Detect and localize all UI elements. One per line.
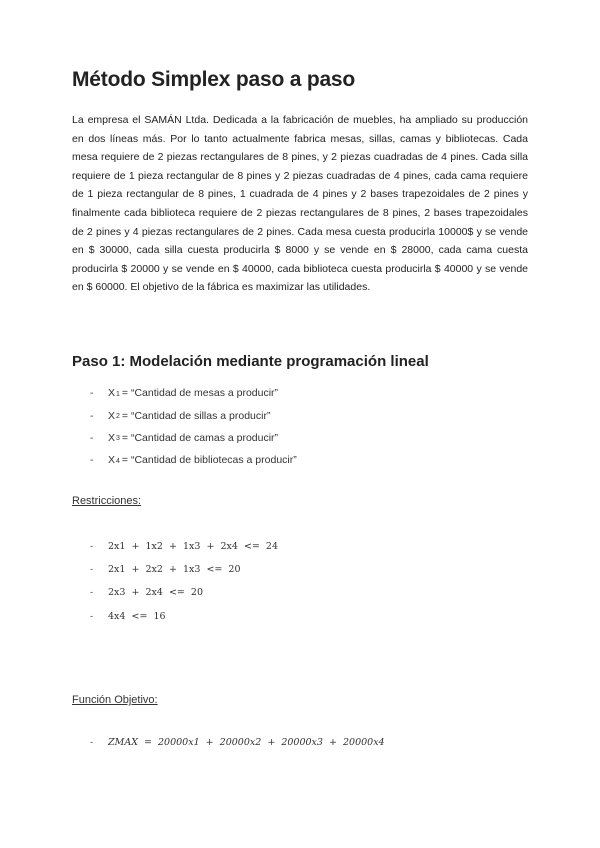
restricciones-list [90, 535, 278, 628]
variable-text: = “Cantidad de sillas a producir” [121, 409, 271, 422]
funcion-objetivo-list [90, 732, 385, 752]
variable-subscript: 1 [116, 390, 120, 398]
funcion-objetivo-text: ZMAX = 20000x1 + 20000x2 + 20000x3 + 20000x4 [108, 736, 385, 748]
bullet-dash: - [90, 431, 94, 444]
restricciones-label: Restricciones: [72, 495, 142, 507]
variable-item [90, 427, 297, 449]
funcion-objetivo-item [90, 732, 385, 752]
variable-item [90, 449, 297, 471]
bullet-dash: - [90, 610, 94, 622]
funcion-objetivo-label: Función Objetivo: [72, 694, 158, 706]
variable-item [90, 404, 297, 426]
variable-symbol: X [108, 409, 116, 422]
variable-subscript: 4 [116, 457, 120, 465]
intro-paragraph: La empresa el SAMÁN Ltda. Dedicada a la fabricación de muebles, ha ampliado su producción en dos líneas más. Por lo tanto actualmente fabrica mesas, sillas, camas y bibliotecas. Cada mesa requiere de 2 piezas rectangulares de 8 pines, y 2 piezas cuadradas de 4 pines. Cada silla requiere de 1 pieza rectangular de 8 pines y 2 piezas cuadradas de 4 pines, cada cama requiere de 1 pieza rectangular de 8 pines, 1 cuadrada de 4 pines y 2 bases trapezoidales de 2 pines y finalmente cada biblioteca requiere de 2 piezas rectangulares de 8 pines, 2 bases trapezoidales de 2 pines y 4 piezas rectangulares de 2 pines. Cada mesa cuesta producirla 10000$ y se vende en $ 30000, cada silla cuesta producirla $ 8000 y se vende en $ 28000, cada cama cuesta producirla $ 20000 y se vende en $ 40000, cada biblioteca cuesta producirla $ 40000 y se vende en $ 60000. El objetivo de la fábrica es maximizar las utilidades. [72, 114, 528, 294]
variable-subscript: 3 [116, 435, 120, 443]
variable-symbol: X [108, 387, 116, 400]
page-title: Método Simplex paso a paso [72, 68, 356, 91]
variable-text: = “Cantidad de camas a producir” [121, 431, 279, 444]
variable-symbol: X [108, 454, 116, 467]
variable-item [90, 382, 297, 404]
bullet-dash: - [90, 454, 94, 467]
restriccion-item [90, 605, 278, 628]
restriccion-item [90, 535, 278, 558]
variable-subscript: 2 [116, 413, 120, 421]
variable-text: = “Cantidad de mesas a producir” [121, 387, 279, 400]
restriccion-text: 2x1 + 1x2 + 1x3 + 2x4 <= 24 [108, 541, 278, 553]
variable-text: = “Cantidad de bibliotecas a producir” [121, 454, 297, 467]
restriccion-text: 2x1 + 2x2 + 1x3 <= 20 [108, 564, 241, 576]
bullet-dash: - [90, 409, 94, 422]
restriccion-item [90, 558, 278, 581]
restriccion-text: 2x3 + 2x4 <= 20 [108, 587, 204, 599]
bullet-dash: - [90, 736, 94, 748]
bullet-dash: - [90, 587, 94, 599]
variable-symbol: X [108, 431, 116, 444]
restriccion-item [90, 581, 278, 604]
variables-list [90, 382, 297, 472]
paso1-heading: Paso 1: Modelación mediante programación lineal [72, 353, 429, 370]
bullet-dash: - [90, 564, 94, 576]
bullet-dash: - [90, 541, 94, 553]
bullet-dash: - [90, 387, 94, 400]
restriccion-text: 4x4 <= 16 [108, 610, 166, 622]
